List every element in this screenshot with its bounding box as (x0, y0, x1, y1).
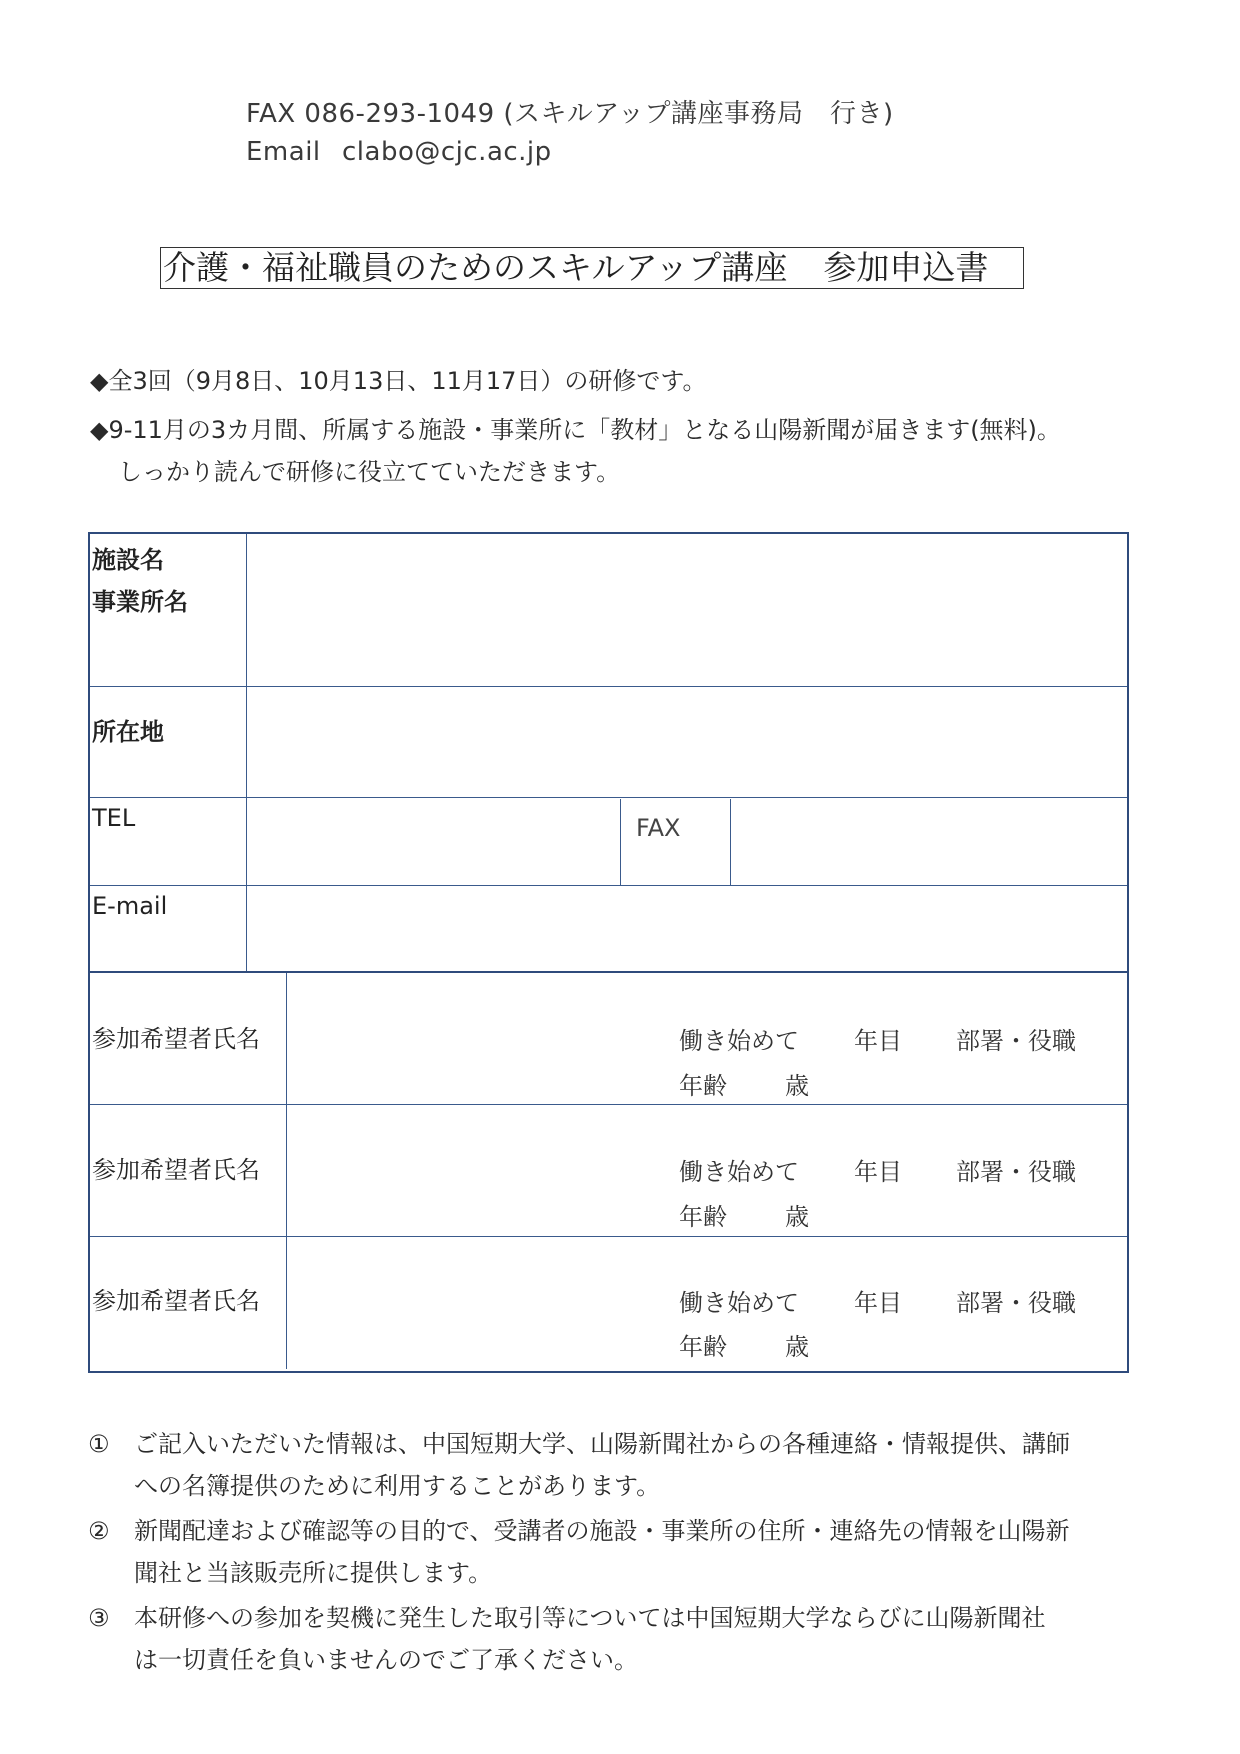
email-label: E-mail (92, 892, 168, 920)
form-title-main: 介護・福祉職員のためのスキルアップ講座 (163, 248, 788, 287)
footnote-text-cont: 聞社と当該販売所に提供します。 (134, 1559, 493, 1587)
footnote-text: 新聞配達および確認等の目的で、受講者の施設・事業所の住所・連絡先の情報を山陽新 (134, 1517, 1070, 1545)
email-field[interactable] (248, 887, 1127, 971)
participant-name-label: 参加希望者氏名 (92, 1156, 260, 1184)
tel-field[interactable] (248, 799, 620, 885)
participant-table (88, 973, 1129, 1373)
footnote-text: ご記入いただいた情報は、中国短期大学、山陽新聞社からの各種連絡・情報提供、講師 (134, 1430, 1070, 1458)
note-newspaper: ◆9-11月の3カ月間、所属する施設・事業所に「教材」となる山陽新聞が届きます(無料)。 (90, 416, 1061, 444)
note-newspaper-cont: しっかり読んで研修に役立てていただきます。 (118, 458, 621, 486)
participant-name-label: 参加希望者氏名 (92, 1287, 260, 1315)
tel-label: TEL (92, 804, 136, 832)
years-unit-label: 年目 (854, 1289, 902, 1317)
footnote-number: ① (88, 1430, 110, 1458)
department-label: 部署・役職 (956, 1158, 1076, 1186)
years-unit-label: 年目 (854, 1027, 902, 1055)
email-contact-address: clabo@cjc.ac.jp (342, 137, 552, 167)
email-contact-line (246, 137, 552, 167)
age-unit-label: 歳 (785, 1072, 809, 1100)
footnote-liability (88, 1598, 1046, 1674)
facility-name-field[interactable] (248, 534, 1127, 686)
facility-info-table (88, 532, 1129, 973)
fax-label: FAX (636, 814, 681, 842)
address-field[interactable] (248, 688, 1127, 797)
age-unit-label: 歳 (785, 1203, 809, 1231)
years-worked-label: 働き始めて (679, 1289, 799, 1317)
age-unit-label: 歳 (785, 1333, 809, 1361)
footnote-delivery (88, 1511, 1070, 1587)
department-label: 部署・役職 (956, 1027, 1076, 1055)
form-title-sub: 参加申込書 (823, 248, 989, 287)
facility-name-label: 施設名 (92, 546, 164, 574)
department-label: 部署・役職 (956, 1289, 1076, 1317)
age-label: 年齢 (679, 1072, 727, 1100)
years-worked-label: 働き始めて (679, 1158, 799, 1186)
age-label: 年齢 (679, 1333, 727, 1361)
fax-contact-line: FAX 086-293-1049 (スキルアップ講座事務局 行き) (246, 99, 894, 129)
years-unit-label: 年目 (854, 1158, 902, 1186)
note-schedule: ◆全3回（9月8日、10月13日、11月17日）の研修です。 (90, 367, 707, 395)
footnote-text: 本研修への参加を契機に発生した取引等については中国短期大学ならびに山陽新聞社 (134, 1604, 1046, 1632)
fax-field[interactable] (732, 799, 1127, 885)
form-title (160, 247, 1024, 289)
footnote-text-cont: への名簿提供のために利用することがあります。 (134, 1472, 661, 1500)
email-contact-label: Email (246, 137, 321, 167)
footnote-text-cont: は一切責任を負いませんのでご了承ください。 (134, 1646, 638, 1674)
footnote-number: ③ (88, 1604, 110, 1632)
office-name-label: 事業所名 (92, 588, 188, 616)
footnote-privacy (88, 1424, 1070, 1500)
address-label: 所在地 (92, 718, 164, 746)
participant-name-label: 参加希望者氏名 (92, 1025, 260, 1053)
age-label: 年齢 (679, 1203, 727, 1231)
years-worked-label: 働き始めて (679, 1027, 799, 1055)
footnote-number: ② (88, 1517, 110, 1545)
